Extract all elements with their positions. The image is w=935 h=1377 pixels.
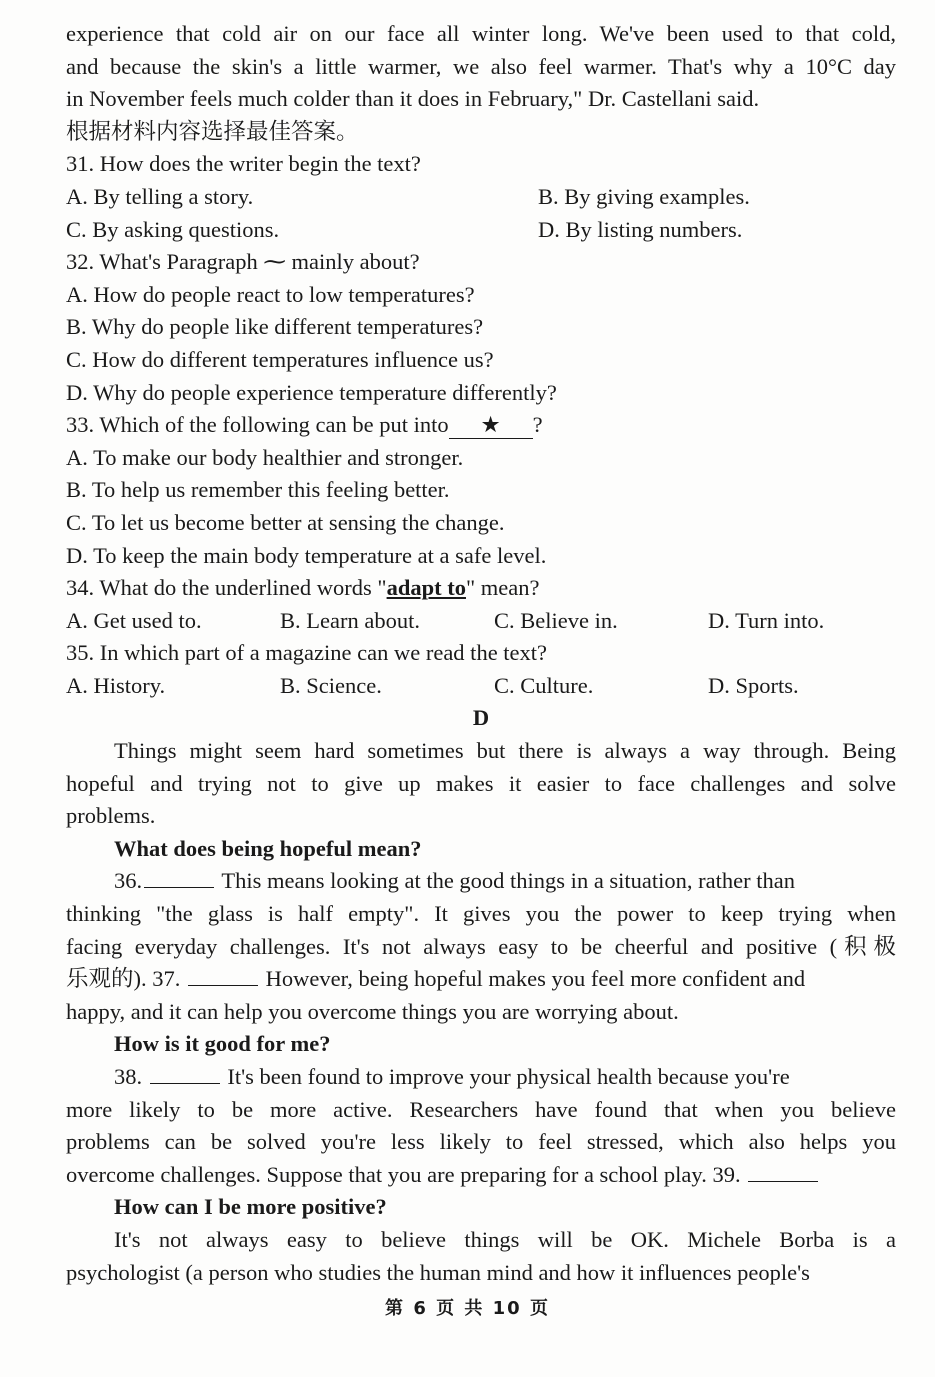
star-blank: ★ bbox=[449, 412, 533, 439]
passage-line: thinking "the glass is half empty". It gives you the power to keep trying when bbox=[66, 901, 896, 927]
passage-line bbox=[66, 963, 896, 996]
blank-number: 乐观的). 37. bbox=[66, 966, 181, 992]
passage-line: Things might seem hard sometimes but there is always a way through. Being bbox=[114, 738, 896, 764]
question-35-stem: 35. In which part of a magazine can we read the text? bbox=[66, 640, 548, 666]
question-34-stem bbox=[66, 572, 896, 605]
option-c: C. By asking questions. bbox=[66, 216, 280, 242]
passage-line: It's not always easy to believe things will be OK. Michele Borba is a bbox=[114, 1226, 896, 1252]
option-a: A. How do people react to low temperatures? bbox=[66, 281, 475, 307]
blank-number: 38. bbox=[114, 1064, 143, 1089]
option-b: B. To help us remember this feeling better. bbox=[66, 477, 450, 503]
option-b: B. By giving examples. bbox=[538, 183, 750, 209]
option-d: D. Why do people experience temperature differently? bbox=[66, 379, 557, 405]
option-c: C. Believe in. bbox=[494, 607, 618, 633]
option-c: C. Culture. bbox=[494, 672, 594, 698]
question-34-stem-end: " mean? bbox=[465, 575, 540, 601]
option-c: C. To let us become better at sensing the change. bbox=[66, 509, 505, 535]
answer-blank-36[interactable] bbox=[144, 865, 214, 888]
option-d: D. To keep the main body temperature at a safe level. bbox=[66, 542, 547, 568]
question-31-stem: 31. How does the writer begin the text? bbox=[66, 151, 421, 177]
answer-blank-38[interactable] bbox=[150, 1061, 220, 1084]
underlined-words: adapt to bbox=[386, 575, 466, 601]
passage-line: problems can be solved you're less likely to feel stressed, which also helps you bbox=[66, 1129, 896, 1155]
passage-line: in November feels much colder than it does in February," Dr. Castellani said. bbox=[66, 86, 760, 112]
passage-text: This means looking at the good things in a situation, rather than bbox=[221, 868, 795, 894]
question-33-stem bbox=[66, 409, 896, 442]
option-a: A. Get used to. bbox=[66, 607, 202, 633]
page-content bbox=[66, 18, 896, 1289]
passage-line: psychologist (a person who studies the human mind and how it influences people's bbox=[66, 1259, 810, 1285]
option-d: D. By listing numbers. bbox=[538, 216, 743, 242]
question-34-stem-text: 34. What do the underlined words " bbox=[66, 575, 387, 601]
passage-text: overcome challenges. Suppose that you are preparing for a school play. 39. bbox=[66, 1161, 741, 1187]
subheading: How can I be more positive? bbox=[114, 1194, 387, 1220]
option-c: C. How do different temperatures influence us? bbox=[66, 346, 494, 372]
passage-line: more likely to be more active. Researchers have found that when you believe bbox=[66, 1096, 896, 1122]
passage-line: problems. bbox=[66, 803, 156, 829]
question-33-stem-text: 33. Which of the following can be put into bbox=[66, 412, 449, 438]
passage-text: However, being hopeful makes you feel more confident and bbox=[265, 966, 806, 992]
passage-text: It's been found to improve your physical health because you're bbox=[227, 1064, 790, 1089]
passage-line bbox=[66, 865, 896, 898]
passage-line bbox=[66, 1159, 896, 1192]
passage-line: experience that cold air on our face all winter long. We've been used to that cold, bbox=[66, 21, 896, 46]
option-a: A. To make our body healthier and stronger. bbox=[66, 444, 464, 470]
subheading: What does being hopeful mean? bbox=[114, 835, 422, 861]
option-b: B. Why do people like different temperatures? bbox=[66, 314, 484, 340]
instruction: 根据材料内容选择最佳答案。 bbox=[66, 118, 359, 144]
passage-line: and because the skin's a little warmer, we also feel warmer. That's why a 10°C day bbox=[66, 53, 896, 79]
option-b: B. Science. bbox=[280, 672, 382, 698]
passage-line: happy, and it can help you overcome things you are worrying about. bbox=[66, 998, 679, 1024]
question-31-options-row-2 bbox=[66, 214, 896, 247]
subheading: How is it good for me? bbox=[114, 1031, 331, 1057]
page-footer: 第 6 页 共 10 页 bbox=[385, 1298, 550, 1319]
answer-blank-37[interactable] bbox=[188, 963, 258, 986]
option-a: A. By telling a story. bbox=[66, 183, 254, 209]
question-33-stem-end: ? bbox=[532, 412, 543, 438]
section-title: D bbox=[472, 705, 490, 731]
option-d: D. Sports. bbox=[708, 672, 799, 698]
blank-number: 36. bbox=[114, 868, 143, 894]
question-34-options bbox=[66, 605, 896, 638]
question-31-options-row-1 bbox=[66, 181, 896, 214]
option-b: B. Learn about. bbox=[280, 607, 420, 633]
answer-blank-39[interactable] bbox=[748, 1159, 818, 1182]
question-32-stem: 32. What's Paragraph ⁓ mainly about? bbox=[66, 249, 420, 275]
passage-line: facing everyday challenges. It's not always easy to be cheerful and positive (积极 bbox=[66, 933, 896, 959]
passage-line bbox=[66, 1061, 896, 1094]
option-a: A. History. bbox=[66, 672, 166, 698]
option-d: D. Turn into. bbox=[708, 607, 825, 633]
question-35-options bbox=[66, 670, 896, 703]
passage-line: hopeful and trying not to give up makes it easier to face challenges and solve bbox=[66, 770, 896, 796]
